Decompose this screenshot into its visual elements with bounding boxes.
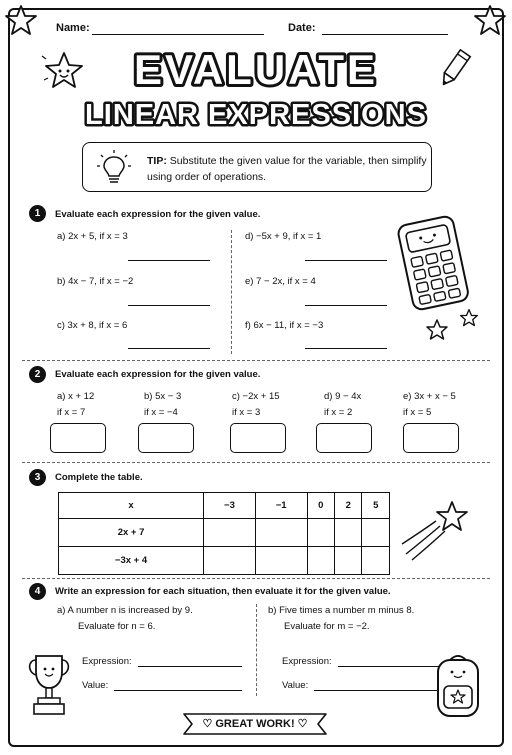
section-2-item-e-cond: if x = 5 [403,407,432,418]
section-1-item-b: b) 4x − 7, if x = −2 [57,276,134,287]
table-cell[interactable] [307,547,334,575]
heart-icon: ♡ [202,718,213,730]
section-2-item-c-cond: if x = 3 [232,407,261,418]
table-cell[interactable] [334,519,361,547]
banner-label: GREAT WORK! [215,718,295,730]
section-2-number: 2 [29,366,46,383]
table-cell[interactable] [255,547,307,575]
star-icon [459,308,479,328]
tip-text [147,153,427,185]
value-label: Value: [82,680,109,691]
worksheet-title [0,38,512,134]
table-cell[interactable] [204,547,256,575]
section-2-item-e-expr: e) 3x + x − 5 [403,391,456,402]
table-row [59,519,390,547]
answer-box[interactable] [50,423,106,453]
section-divider [22,578,490,579]
table-cell[interactable] [307,519,334,547]
section-2-item-c-expr: c) −2x + 15 [232,391,280,402]
section-divider [22,360,490,361]
answer-line[interactable] [128,348,210,349]
section-2-item-a-expr: a) x + 12 [57,391,95,402]
answer-box[interactable] [138,423,194,453]
section-3-title: Complete the table. [55,472,143,483]
answer-box[interactable] [316,423,372,453]
value-answer-line[interactable] [314,690,440,691]
section-2-item-d-cond: if x = 2 [324,407,353,418]
table-header-cell: −3 [204,493,256,519]
expression-answer-line[interactable] [138,666,242,667]
section-1-number: 1 [29,205,46,222]
section-divider [22,462,490,463]
section-4-number: 4 [29,583,46,600]
section-1-title: Evaluate each expression for the given value. [55,209,261,220]
table-header-row [59,493,390,519]
answer-line[interactable] [305,348,387,349]
section-1-item-d: d) −5x + 9, if x = 1 [245,231,322,242]
answer-line[interactable] [128,260,210,261]
section-1-item-e: e) 7 − 2x, if x = 4 [245,276,316,287]
section-4-item-b-line-1: b) Five times a number m minus 8. [268,605,415,616]
section-2-item-a-cond: if x = 7 [57,407,86,418]
row-label: −3x + 4 [59,547,204,575]
value-label: Value: [282,680,309,691]
star-icon [4,4,38,38]
section-2-item-b-expr: b) 5x − 3 [144,391,182,402]
section-2-item-d-expr: d) 9 − 4x [324,391,362,402]
date-label: Date: [288,22,316,34]
section-4-item-a-line-1: a) A number n is increased by 9. [57,605,193,616]
star-icon [473,4,507,38]
trophy-icon [22,650,76,720]
title-line-1: EVALUATE [133,46,379,93]
section-3-number: 3 [29,469,46,486]
date-field[interactable] [322,34,448,35]
table-cell[interactable] [362,519,390,547]
column-divider [231,230,232,354]
heart-icon: ♡ [297,718,308,730]
expression-label: Expression: [282,656,332,667]
calculator-icon [393,210,473,312]
answer-line[interactable] [305,305,387,306]
tip-body: Substitute the given value for the variable, then simplify using order of operations. [147,155,427,183]
answer-box[interactable] [230,423,286,453]
answer-line[interactable] [305,260,387,261]
values-table [58,492,390,575]
name-field[interactable] [92,34,264,35]
name-label: Name: [56,22,90,34]
section-4-title: Write an expression for each situation, then evaluate it for the given value. [55,586,391,597]
expression-label: Expression: [82,656,132,667]
section-1-item-f: f) 6x − 11, if x = −3 [245,320,324,331]
table-row [59,547,390,575]
tip-box [82,142,432,192]
star-icon [425,318,449,342]
backpack-icon [428,650,488,722]
tip-label: TIP: [147,155,167,167]
section-1-item-a: a) 2x + 5, if x = 3 [57,231,128,242]
lightbulb-icon [95,149,133,187]
section-2-title: Evaluate each expression for the given value. [55,369,261,380]
section-4-item-b-line-2: Evaluate for m = −2. [284,621,370,632]
table-header-cell: 2 [334,493,361,519]
great-work-banner [182,712,328,736]
answer-box[interactable] [403,423,459,453]
table-header-cell: 5 [362,493,390,519]
table-cell[interactable] [204,519,256,547]
title-line-2: LINEAR EXPRESSIONS [85,99,427,131]
table-cell[interactable] [334,547,361,575]
table-cell[interactable] [255,519,307,547]
row-label: 2x + 7 [59,519,204,547]
answer-line[interactable] [128,305,210,306]
section-1-item-c: c) 3x + 8, if x = 6 [57,320,128,331]
shooting-star-icon [398,498,474,566]
section-4-item-a-line-2: Evaluate for n = 6. [78,621,156,632]
section-2-item-b-cond: if x = −4 [144,407,178,418]
value-answer-line[interactable] [114,690,242,691]
table-cell[interactable] [362,547,390,575]
expression-answer-line[interactable] [338,666,440,667]
table-header-cell: −1 [255,493,307,519]
banner-text [182,712,328,736]
table-header-cell: 0 [307,493,334,519]
table-header-cell: x [59,493,204,519]
column-divider [256,604,257,696]
